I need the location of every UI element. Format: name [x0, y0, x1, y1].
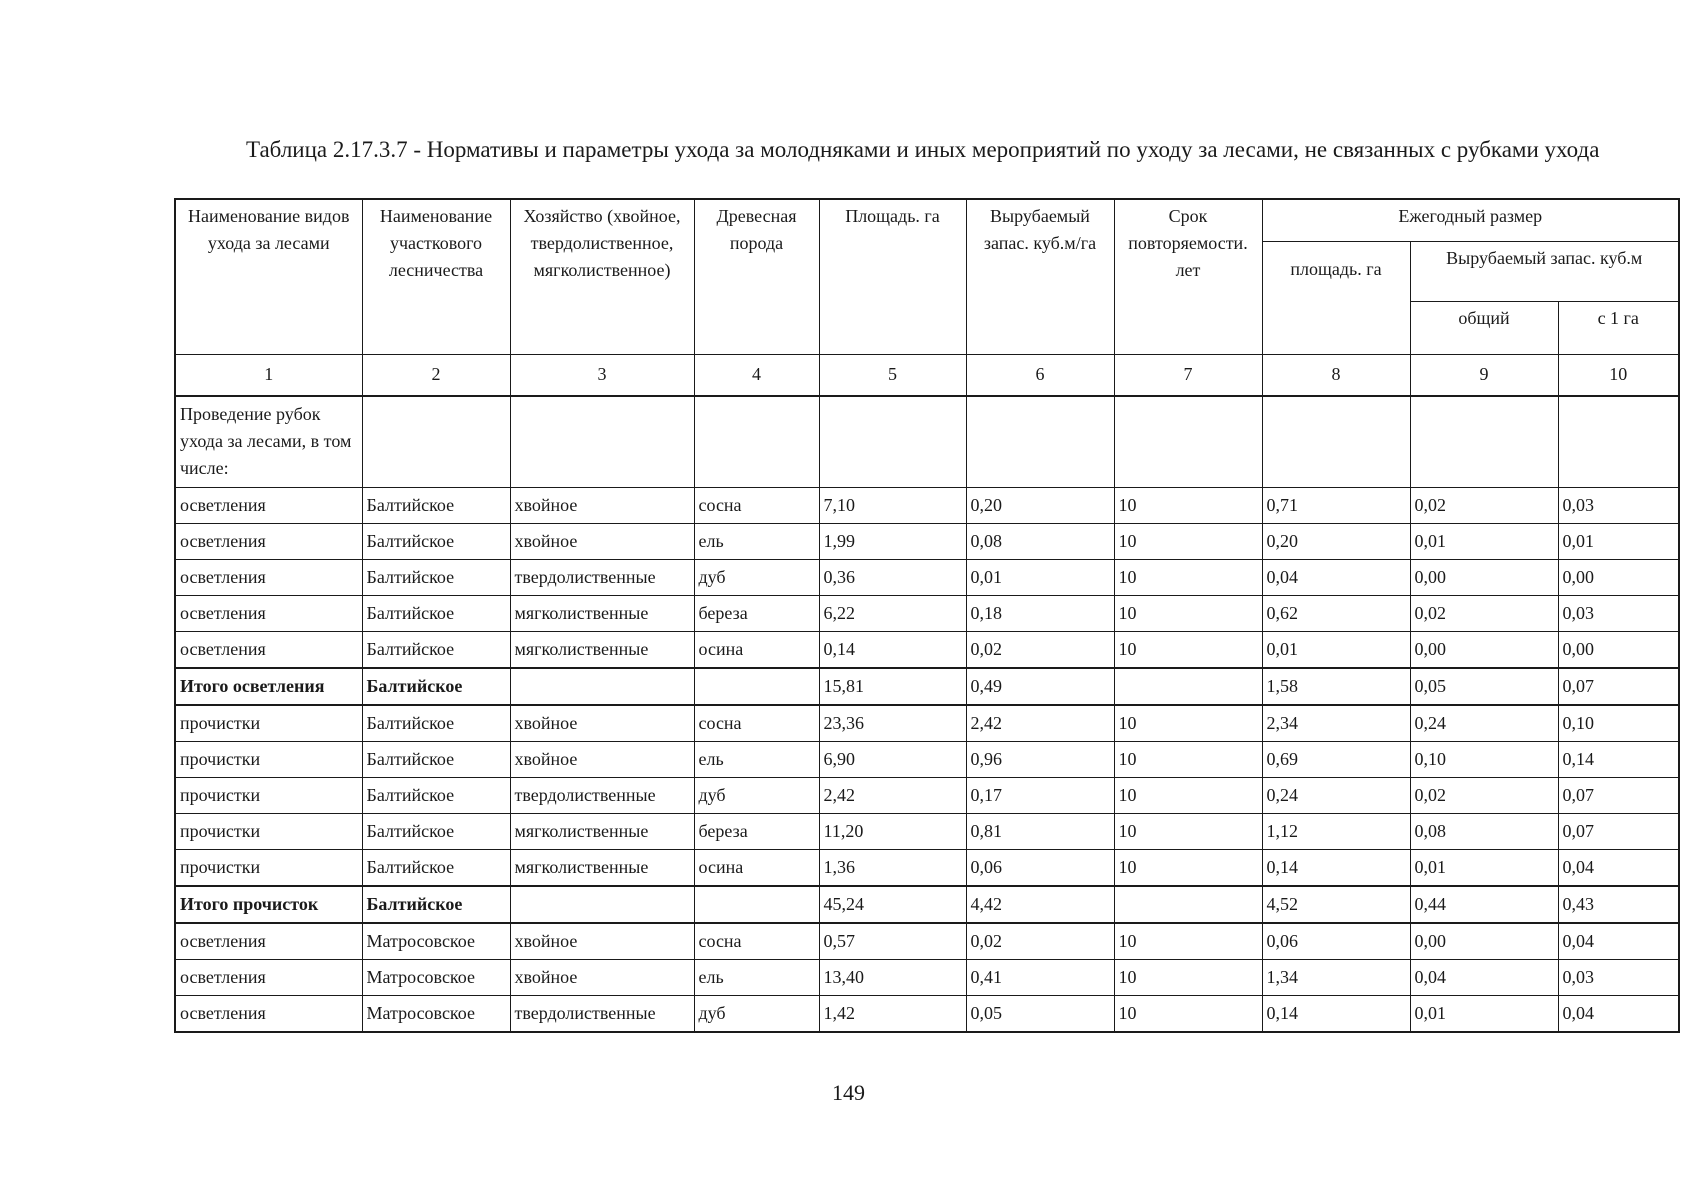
table-cell: 0,14	[1558, 741, 1679, 777]
empty-cell	[694, 396, 819, 488]
table-cell: Балтийское	[362, 741, 510, 777]
table-row	[175, 813, 1679, 849]
table-cell: Итого осветления	[175, 668, 362, 705]
table-header	[175, 199, 1679, 396]
table-cell: 0,71	[1262, 487, 1410, 523]
header-col3: Хозяйство (хвойное, твердолиственное, мягколиственное)	[510, 199, 694, 354]
table-cell: 0,08	[1410, 813, 1558, 849]
table-cell: 0,04	[1410, 959, 1558, 995]
table-cell: Балтийское	[362, 886, 510, 923]
table-cell: 0,36	[819, 559, 966, 595]
table-cell: 10	[1114, 705, 1262, 742]
table-row	[175, 777, 1679, 813]
table-cell: 4,52	[1262, 886, 1410, 923]
table-cell: осветления	[175, 995, 362, 1032]
table-cell: хвойное	[510, 705, 694, 742]
table-cell: дуб	[694, 995, 819, 1032]
table-cell: Балтийское	[362, 849, 510, 886]
table-cell: 0,20	[1262, 523, 1410, 559]
table-cell: осветления	[175, 559, 362, 595]
table-cell: Балтийское	[362, 523, 510, 559]
table-caption: Таблица 2.17.3.7 - Нормативы и параметры ухода за молодняками и иных мероприятий по уходу за лесами, не связанных с рубками ухода	[246, 137, 1600, 162]
table-cell: твердолиственные	[510, 559, 694, 595]
header-annual-volume: Вырубаемый запас. куб.м	[1410, 241, 1679, 301]
table-cell: 0,00	[1558, 559, 1679, 595]
table-cell: 0,49	[966, 668, 1114, 705]
table-cell: 0,00	[1410, 923, 1558, 960]
table-cell: мягколиственные	[510, 813, 694, 849]
table-row	[175, 487, 1679, 523]
header-col5: Площадь. га	[819, 199, 966, 354]
table-cell: осветления	[175, 631, 362, 668]
table-cell: 0,00	[1410, 559, 1558, 595]
table-cell: сосна	[694, 487, 819, 523]
table-cell: мягколиственные	[510, 849, 694, 886]
table-cell: 0,08	[966, 523, 1114, 559]
table-cell: береза	[694, 595, 819, 631]
table-cell: Итого прочисток	[175, 886, 362, 923]
table-cell	[1114, 668, 1262, 705]
header-volume-per-ha: с 1 га	[1558, 301, 1679, 354]
header-annual: Ежегодный размер	[1262, 199, 1679, 241]
table-cell: 0,01	[1410, 849, 1558, 886]
table-cell: 0,02	[966, 631, 1114, 668]
table-cell: 0,06	[966, 849, 1114, 886]
table-cell: твердолиственные	[510, 995, 694, 1032]
table-cell: 0,24	[1262, 777, 1410, 813]
table-cell: 0,14	[1262, 849, 1410, 886]
table-cell: 0,10	[1558, 705, 1679, 742]
table-cell: осветления	[175, 959, 362, 995]
total-row	[175, 886, 1679, 923]
table-cell: 0,62	[1262, 595, 1410, 631]
table-cell: осветления	[175, 595, 362, 631]
table-cell: 0,01	[966, 559, 1114, 595]
table-cell: 0,05	[1410, 668, 1558, 705]
table-cell	[1114, 886, 1262, 923]
table-cell: 0,14	[1262, 995, 1410, 1032]
table-cell: 10	[1114, 595, 1262, 631]
table-cell: 10	[1114, 995, 1262, 1032]
table-cell: прочистки	[175, 777, 362, 813]
table-cell: 2,34	[1262, 705, 1410, 742]
column-number: 1	[175, 354, 362, 396]
table-cell: 10	[1114, 923, 1262, 960]
empty-cell	[966, 396, 1114, 488]
table-cell: Матросовское	[362, 995, 510, 1032]
table-cell: 23,36	[819, 705, 966, 742]
table-cell: Матросовское	[362, 959, 510, 995]
table-row	[175, 595, 1679, 631]
table-cell: 2,42	[966, 705, 1114, 742]
table-row	[175, 849, 1679, 886]
table-cell: 6,22	[819, 595, 966, 631]
table-cell	[694, 668, 819, 705]
table-cell: 2,42	[819, 777, 966, 813]
table-row	[175, 631, 1679, 668]
table-cell: 6,90	[819, 741, 966, 777]
table-cell: 0,00	[1410, 631, 1558, 668]
table-cell: дуб	[694, 559, 819, 595]
empty-cell	[819, 396, 966, 488]
table-cell: 0,03	[1558, 959, 1679, 995]
table-cell: 0,17	[966, 777, 1114, 813]
table-cell: 0,18	[966, 595, 1114, 631]
table-cell: береза	[694, 813, 819, 849]
table-row	[175, 523, 1679, 559]
table-cell: 15,81	[819, 668, 966, 705]
empty-cell	[1410, 396, 1558, 488]
table-cell: ель	[694, 959, 819, 995]
table-cell: 0,41	[966, 959, 1114, 995]
forest-care-table	[174, 198, 1680, 1033]
table-cell: 1,99	[819, 523, 966, 559]
header-col2: Наименование участкового лесничества	[362, 199, 510, 354]
table-cell: Балтийское	[362, 813, 510, 849]
table-cell: Матросовское	[362, 923, 510, 960]
table-cell: 0,04	[1262, 559, 1410, 595]
table-cell	[510, 886, 694, 923]
section-row	[175, 396, 1679, 488]
header-col1: Наименование видов ухода за лесами	[175, 199, 362, 354]
table-cell: хвойное	[510, 523, 694, 559]
table-row	[175, 923, 1679, 960]
column-number: 2	[362, 354, 510, 396]
table-cell: ель	[694, 523, 819, 559]
table-cell: 10	[1114, 959, 1262, 995]
header-col6: Вырубаемый запас. куб.м/га	[966, 199, 1114, 354]
table-cell: Балтийское	[362, 595, 510, 631]
column-number: 6	[966, 354, 1114, 396]
table-cell: прочистки	[175, 705, 362, 742]
header-col4: Древесная порода	[694, 199, 819, 354]
table-cell: осветления	[175, 923, 362, 960]
page-number: 149	[832, 1080, 865, 1105]
table-cell: осветления	[175, 487, 362, 523]
total-row	[175, 668, 1679, 705]
table-cell: осветления	[175, 523, 362, 559]
table-row	[175, 705, 1679, 742]
table-row	[175, 741, 1679, 777]
empty-cell	[1558, 396, 1679, 488]
table-cell: сосна	[694, 923, 819, 960]
empty-cell	[1262, 396, 1410, 488]
column-number: 5	[819, 354, 966, 396]
table-cell: 0,01	[1262, 631, 1410, 668]
table-cell: 0,07	[1558, 813, 1679, 849]
table-cell: 0,03	[1558, 487, 1679, 523]
column-number: 9	[1410, 354, 1558, 396]
table-cell: 0,10	[1410, 741, 1558, 777]
table-cell: 0,01	[1410, 995, 1558, 1032]
table-cell: 10	[1114, 559, 1262, 595]
empty-cell	[1114, 396, 1262, 488]
table-cell: Балтийское	[362, 631, 510, 668]
table-cell: твердолиственные	[510, 777, 694, 813]
table-cell: 0,02	[1410, 595, 1558, 631]
table-cell: 0,04	[1558, 995, 1679, 1032]
column-numbers-row	[175, 354, 1679, 396]
table-cell: 7,10	[819, 487, 966, 523]
table-cell: осина	[694, 849, 819, 886]
table-cell: 1,42	[819, 995, 966, 1032]
table-cell: 0,04	[1558, 923, 1679, 960]
table-row	[175, 995, 1679, 1032]
header-col7: Срок повторяемости. лет	[1114, 199, 1262, 354]
table-cell: 1,12	[1262, 813, 1410, 849]
table-cell: 0,96	[966, 741, 1114, 777]
table-cell: прочистки	[175, 741, 362, 777]
table-cell: 0,01	[1410, 523, 1558, 559]
table-cell: 10	[1114, 523, 1262, 559]
table-cell: Балтийское	[362, 559, 510, 595]
table-cell: 0,20	[966, 487, 1114, 523]
table-cell: 0,02	[1410, 487, 1558, 523]
table-cell: 10	[1114, 631, 1262, 668]
table-cell: 0,00	[1558, 631, 1679, 668]
table-cell: хвойное	[510, 959, 694, 995]
table-row	[175, 559, 1679, 595]
table-cell: 0,04	[1558, 849, 1679, 886]
column-number: 3	[510, 354, 694, 396]
section-label: Проведение рубок ухода за лесами, в том числе:	[175, 396, 362, 488]
table-cell: 10	[1114, 741, 1262, 777]
table-cell: мягколиственные	[510, 595, 694, 631]
table-cell: ель	[694, 741, 819, 777]
table-cell: 11,20	[819, 813, 966, 849]
table-cell: 45,24	[819, 886, 966, 923]
table-cell: прочистки	[175, 813, 362, 849]
table-cell: 0,24	[1410, 705, 1558, 742]
table-cell: осина	[694, 631, 819, 668]
table-cell: 1,34	[1262, 959, 1410, 995]
empty-cell	[362, 396, 510, 488]
table-cell: мягколиственные	[510, 631, 694, 668]
table-cell: 10	[1114, 813, 1262, 849]
table-cell: 1,36	[819, 849, 966, 886]
table-cell: Балтийское	[362, 487, 510, 523]
table-cell: 0,02	[966, 923, 1114, 960]
table-cell: Балтийское	[362, 668, 510, 705]
table-cell: 1,58	[1262, 668, 1410, 705]
table-cell	[510, 668, 694, 705]
table-cell	[694, 886, 819, 923]
table-cell: 4,42	[966, 886, 1114, 923]
table-cell: 0,81	[966, 813, 1114, 849]
column-number: 7	[1114, 354, 1262, 396]
table-body	[175, 396, 1679, 1032]
column-number: 10	[1558, 354, 1679, 396]
table-cell: 0,44	[1410, 886, 1558, 923]
table-cell: 0,69	[1262, 741, 1410, 777]
table-cell: дуб	[694, 777, 819, 813]
column-number: 8	[1262, 354, 1410, 396]
table-cell: Балтийское	[362, 705, 510, 742]
table-cell: 0,14	[819, 631, 966, 668]
table-row	[175, 959, 1679, 995]
table-cell: прочистки	[175, 849, 362, 886]
column-number: 4	[694, 354, 819, 396]
table-cell: 13,40	[819, 959, 966, 995]
table-cell: 10	[1114, 777, 1262, 813]
table-cell: хвойное	[510, 923, 694, 960]
table-cell: 0,02	[1410, 777, 1558, 813]
table-cell: 10	[1114, 849, 1262, 886]
empty-cell	[510, 396, 694, 488]
header-volume-total: общий	[1410, 301, 1558, 354]
table-cell: 0,07	[1558, 668, 1679, 705]
table-cell: хвойное	[510, 487, 694, 523]
table-cell: 0,07	[1558, 777, 1679, 813]
table-cell: 10	[1114, 487, 1262, 523]
table-cell: хвойное	[510, 741, 694, 777]
table-cell: 0,06	[1262, 923, 1410, 960]
header-annual-area: площадь. га	[1262, 241, 1410, 354]
table-cell: 0,05	[966, 995, 1114, 1032]
table-cell: 0,57	[819, 923, 966, 960]
table-cell: 0,01	[1558, 523, 1679, 559]
table-cell: 0,43	[1558, 886, 1679, 923]
table-cell: 0,03	[1558, 595, 1679, 631]
table-cell: сосна	[694, 705, 819, 742]
table-cell: Балтийское	[362, 777, 510, 813]
